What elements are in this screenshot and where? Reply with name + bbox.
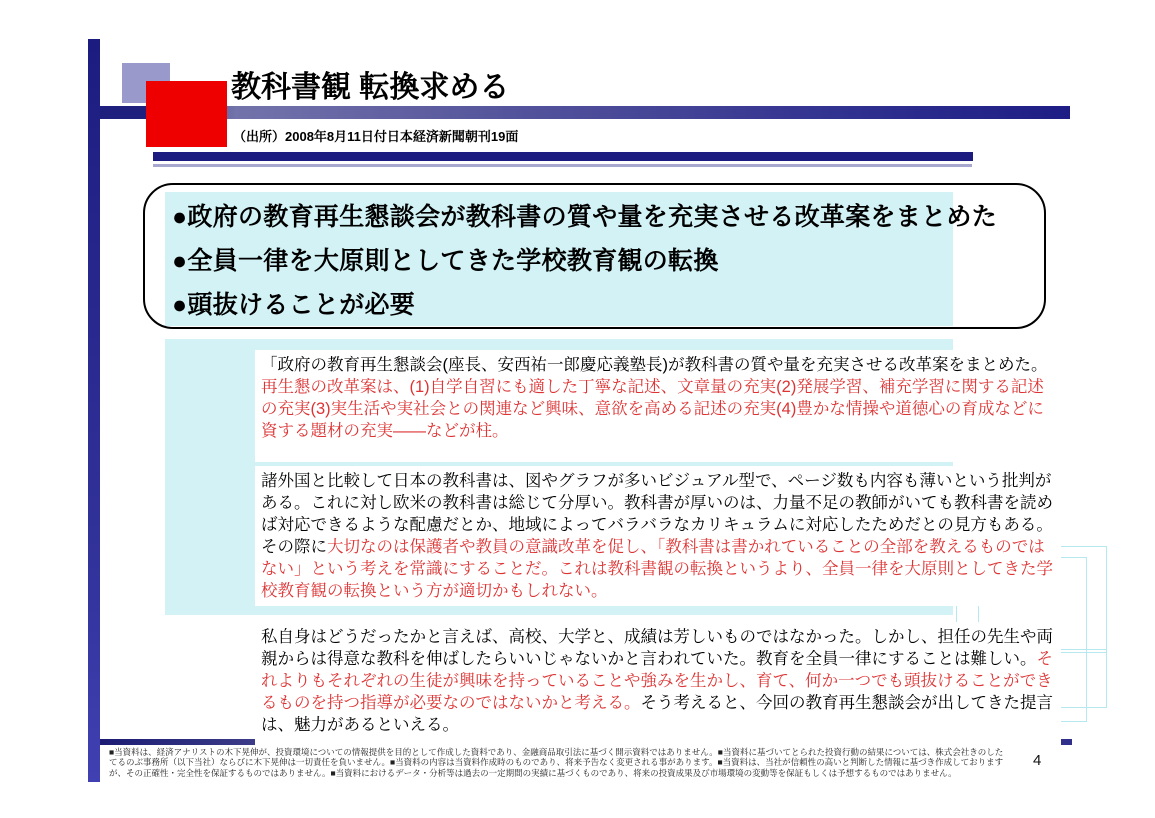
disclaimer-line-3: が、その正確性・完全性を保証するものではありません。■当資料におけるデータ・分析等は過去の一定期間の実績に基づくものであり、将来の投資成果及び市場環境の変動等を保証もしくは予想するものではありません。: [109, 767, 957, 778]
paragraph-3-black-segment-2: そう考えると、今回の教育再生懇談会が出してきた提言は、魅力があるといえる。: [261, 694, 1053, 734]
key-point-3: ●頭抜けることが必要: [172, 291, 416, 319]
source-line: （出所）2008年8月11日付日本経済新聞朝刊19面: [233, 129, 519, 144]
left-accent-bar: [88, 39, 100, 782]
disclaimer-line-2: てるのぶ事務所（以下当社）ならびに木下晃伸は一切責任を負いません。■当資料の内容は当資料作成時のものであり、将来予告なく変更される事があります。■当資料は、当社が信頼性の高いと判断した情報に基づき作成しております: [109, 757, 1004, 768]
key-point-1: ●政府の教育再生懇談会が教科書の質や量を充実させる改革案をまとめた: [172, 203, 998, 231]
red-decoration-square: [146, 81, 227, 147]
paragraph-3-black-segment-1: 私自身はどうだったかと言えば、高校、大学と、成績は芳しいものではなかった。しかし、担任の先生や両親からは得意な教科を伸ばしたらいいじゃないかと言われていた。教育を全員一律にすることは難しい。: [261, 628, 1053, 668]
paragraph-3-red-segment: それよりもそれぞれの生徒が興味を持っていることや強みを生かし、育て、何か一つでも頭抜けることができるものを持つ指導が必要なのではないかと考える。: [261, 650, 1053, 712]
paragraph-2-red-segment: 大切なのは保護者や教員の意識改革を促し、「教科書は書かれていることの全部を教えるものではない」という考えを常識にすることだ。これは教科書観の転換というより、全員一律を大原則としてきた学校教育観の転換という方が適切かもしれない。: [261, 538, 1053, 600]
disclaimer-text: [109, 747, 1003, 778]
paragraph-3: [255, 622, 1061, 746]
paragraph-2: [255, 466, 1061, 606]
key-point-2: ●全員一律を大原則としてきた学校教育観の転換: [172, 247, 719, 275]
paragraph-1-black-segment: 「政府の教育再生懇談会(座長、安西祐一郎慶応義塾長)が教科書の質や量を充実させる改革案をまとめた。: [261, 356, 1048, 374]
page-title: 教科書観 転換求める: [231, 71, 510, 104]
paragraph-1: [255, 350, 1061, 462]
header-gradient-bar: [88, 106, 1070, 119]
paragraph-1-red-segment: 再生懇の改革案は、(1)自学自習にも適した丁寧な記述、文章量の充実(2)発展学習、補充学習に関する記述の充実(3)実生活や実社会との関連など興味、意欲を高める記述の充実(4)豊かな情操や道徳心の育成などに資する題材の充実――などが柱。: [261, 378, 1044, 440]
header-divider-bar: [153, 152, 973, 161]
disclaimer-line-1: ■当資料は、経済アナリストの木下晃伸が、投資環境についての情報提供を目的として作成した資料であり、金融商品取引法に基づく開示資料ではありません。■当資料に基づいてとられた投資行動の結果については、株式会社きのした: [109, 747, 1004, 757]
page-number: 4: [1033, 752, 1042, 769]
header-divider-thin-line: [153, 164, 972, 167]
paragraph-2-black-segment: 諸外国と比較して日本の教科書は、図やグラフが多いビジュアル型で、ページ数も内容も薄いという批判がある。これに対し欧米の教科書は総じて分厚い。教科書が厚いのは、力量不足の教師がいても教科書を読めば対応できるような配慮だとか、地域によってバラバラなカリキュラムに対応したためだとの見方もある。その際に: [261, 472, 1053, 556]
